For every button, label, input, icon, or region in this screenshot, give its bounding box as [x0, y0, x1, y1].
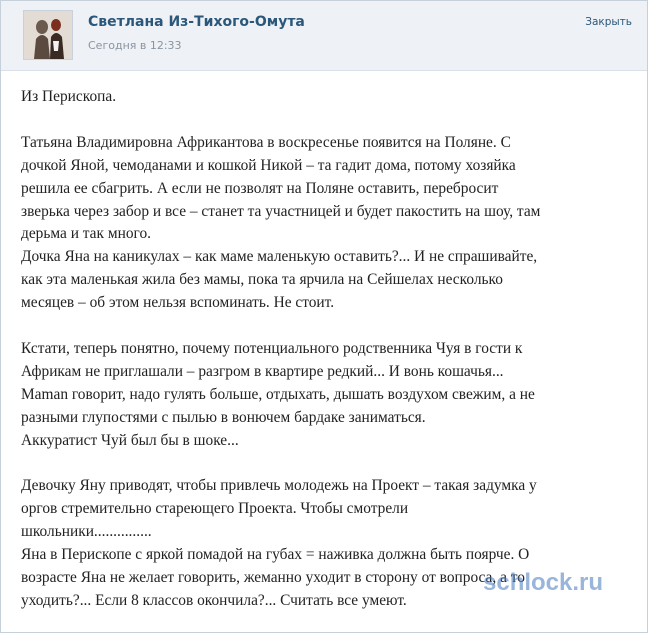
post-header [1, 1, 647, 71]
paragraph-gap [21, 109, 629, 132]
paragraph-intro: Из Перископа. [21, 88, 117, 105]
site-watermark: schlock.ru [483, 569, 604, 596]
close-link[interactable]: Закрыть [585, 16, 632, 28]
paragraph-yana: Девочку Яну приводят, чтобы привлечь молодежь на Проект – такая задумка у оргов стремительно стареющего Проекта. Чтобы смотрели школьники............... Яна в Перископе с яркой помадой на губах = наживка должна быть поярче. О возрасте Яна не желает говорить, жеманно уходит в сторону от вопроса, а то уходить?... Если 8 классов окончила?... Считать все умеют. [21, 477, 537, 609]
paragraph-africantova: Татьяна Владимировна Африкантова в воскресенье появится на Поляне. С дочкой Яной, чемоданами и кошкой Никой – та гадит дома, потому хозяйка решила ее сбагрить. А если не позволят на Поляне оставить, перебросит зверька через забор и все – станет та участницей и будет пакостить на шоу, там дерьма и так много. Дочка Яна на каникулах – как маме маленькую оставить?... И не спрашивайте, как эта маленькая жила без мамы, пока та ярчила на Сейшелах несколько месяцев – об этом нельзя вспоминать. Не стоит. [21, 133, 541, 312]
paragraph-chuy: Кстати, теперь понятно, почему потенциального родственника Чуя в гости к Африкам не приглашали – разгром в квартире редкий... И вонь кошачья... Maman говорит, надо гулять больше, отдыхать, дышать воздухом свежим, а не разными глупостями с пылью в вонючем бардаке заниматься. Аккуратист Чуй был бы в шоке... [21, 339, 535, 449]
post-timestamp[interactable]: Сегодня в 12:33 [88, 39, 182, 52]
post-content [21, 86, 629, 613]
avatar[interactable] [23, 10, 73, 60]
paragraph-gap [21, 315, 629, 338]
avatar-image [24, 11, 72, 59]
paragraph-gap [21, 452, 629, 475]
author-name[interactable]: Светлана Из-Тихого-Омута [88, 14, 305, 30]
